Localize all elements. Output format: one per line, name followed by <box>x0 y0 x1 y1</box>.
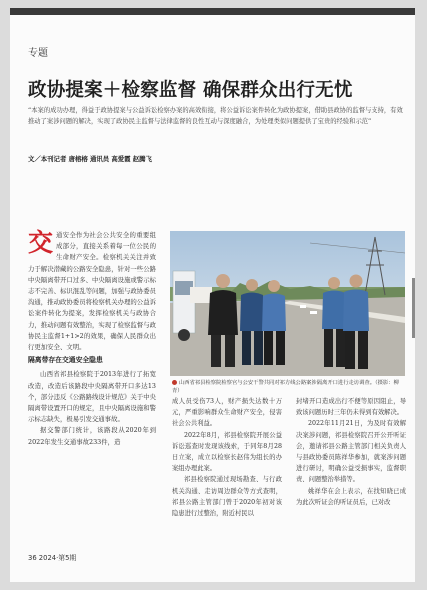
article-photo <box>170 231 405 376</box>
magazine-page <box>10 8 415 582</box>
section-label: 专题 <box>28 48 48 59</box>
page-footer: 36 2024·第5期 <box>28 554 77 562</box>
body-paragraph: 成人员受伤73人，财产损失达数十万元，严重影响群众生命财产安全，侵害社会公共利益。 <box>172 398 282 428</box>
body-paragraph: 山西省祁县检察院于2013年进行了拓宽改造，改造后该路段中央隔离带开口多达13个，部分违反《公路路线设计规范》关于中央隔离带设置开口的规定，且中央隔离设施和警示标志缺失，极易引发交通事故。 <box>28 370 156 424</box>
body-paragraph: 封堵开口造成出行不便等原因阻止，导致该问题历时三年仍未得到有效解决。 <box>296 398 406 417</box>
body-column-2 <box>172 396 282 519</box>
body-column-1 <box>28 230 156 448</box>
subhead: 隔离带存在交通安全隐患 <box>28 356 103 365</box>
photo-caption <box>172 379 405 395</box>
article-title: 政协提案＋检察监督 确保群众出行无忧 <box>28 80 353 101</box>
roadside-meeting-photo <box>170 231 405 376</box>
caption-bullet-icon <box>172 380 177 385</box>
body-paragraph: 姚祥华在会上表示，在找知晓已成为此次听证会的听证员后，已对改 <box>296 487 406 506</box>
page-edge-tab <box>412 278 415 338</box>
article-lead: “本案的成功办理，得益于政协提案与公益诉讼检察办案的高效衔接，将公益诉讼案件转化为政协提案，借助县政协的监督与支持，有效推动了案涉问题的解决，实现了政协民主监督与法律监督的良性互动与深度融合，为处理类似问题提供了宝贵的经验和示范” <box>28 107 403 125</box>
intro-paragraph: 通安全作为社会公共安全的重要组成部分，直接关系着每一位公民的生命财产安全。检察机关关注并致力于解决潜藏的公路安全隐患，针对一些公路中央隔离带开口过多、中央隔离设施或警示标志不完善、标识混乱等问题，加强与政协委员沟通，推动政协委员将检察机关办理的公益诉讼案件转化为提案，发挥检察机关与政协合力，推动问题有效整治，实现了检察监督与政协民主监督1+1>2的效果，确保人民群众出行更加安全、文明。 <box>28 231 156 352</box>
byline: 文／本刊记者 唐榕榕 通讯员 高爱霞 赵腾飞 <box>28 155 152 163</box>
body-paragraph: 2022年8月，祁县检察院开展公益诉讼巡查时发现该线索，于同年8月28日立案，成立以检察长赵伟为组长的办案组办理此案。 <box>172 431 282 473</box>
body-paragraph: 祁县检察院通过现场勘查、与行政机关沟通、走访周边群众等方式查明，祁县公路主管部门曾于2020年初对该隐患进行过整治，附近村民以 <box>172 476 282 518</box>
drop-cap: 交 <box>28 228 54 257</box>
body-column-3 <box>296 396 406 508</box>
caption-text: 山西省祁县检察院检察官与公安干警共同对祁方线公路案涉隔离开口进行走访调查。（摄影：柳青） <box>172 380 399 394</box>
body-paragraph: 2022年11月21日，为及时有效解决案涉问题，祁县检察院召开公开听证会，邀请祁县公路主管部门相关负责人与县政协委员陈祥华参加，就案涉问题进行研讨，明确公益受损事实，监督职责、问题整治举措等。 <box>296 420 406 484</box>
body-paragraph: 据交警部门统计，该路段从2020年到2022年发生交通事故233件，造 <box>28 426 156 446</box>
top-bar <box>10 8 415 15</box>
